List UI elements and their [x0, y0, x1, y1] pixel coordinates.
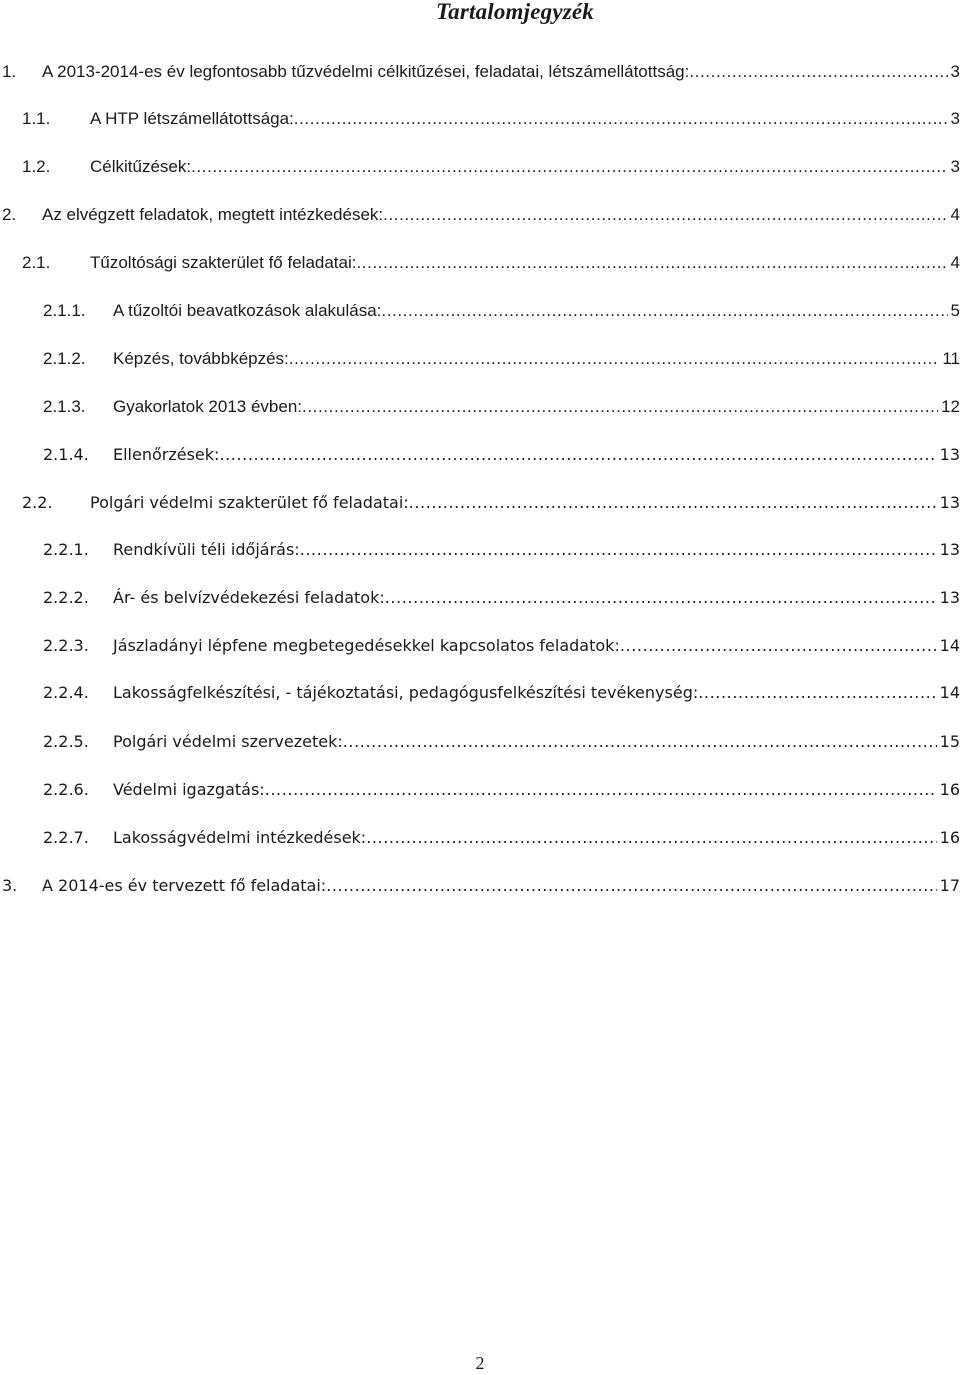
toc-entry[interactable]: [2, 873, 960, 899]
toc-entry-number: 2.2.4.: [43, 683, 89, 702]
toc-entry[interactable]: [2, 202, 960, 228]
toc-entry-text: Célkitűzések:: [90, 157, 192, 176]
toc-entry-page: 13: [939, 588, 960, 607]
toc-entry[interactable]: [43, 729, 960, 755]
toc-entry-page: 5: [950, 301, 960, 320]
toc-leader-dots: [366, 825, 936, 851]
toc-entry[interactable]: [2, 59, 960, 85]
toc-entry[interactable]: [43, 394, 960, 420]
toc-entry-number: 1.2.: [22, 157, 51, 176]
toc-entry-text: Ellenőrzések:: [113, 445, 220, 464]
toc-entry[interactable]: [43, 633, 960, 659]
toc-entry[interactable]: [22, 490, 960, 516]
toc-leader-dots: [385, 585, 937, 611]
toc-entry[interactable]: [43, 537, 960, 563]
toc-entry[interactable]: [43, 825, 960, 851]
toc-entry-text: Képzés, továbbképzés:: [113, 349, 289, 368]
toc-entry-text: Ár- és belvízvédekezési feladatok:: [113, 588, 385, 607]
toc-entry-text: A HTP létszámellátottsága:: [90, 109, 294, 128]
toc-leader-dots: [381, 298, 947, 324]
toc-entry[interactable]: [43, 298, 960, 324]
toc-entry[interactable]: [43, 777, 960, 803]
toc-entry-number: 2.1.2.: [43, 349, 86, 368]
toc-entry-page: 13: [939, 445, 960, 464]
toc-entry-text: A 2014-es év tervezett fő feladatai:: [42, 876, 327, 895]
toc-entry-number: 2.1.4.: [43, 445, 89, 464]
toc-entry-number: 3.: [2, 876, 18, 895]
toc-entry-page: 13: [939, 493, 960, 512]
toc-leader-dots: [294, 106, 948, 132]
toc-entry-number: 1.1.: [22, 109, 51, 128]
toc-entry-page: 3: [950, 109, 960, 128]
toc-entry-text: Az elvégzett feladatok, megtett intézkedések:: [42, 205, 384, 224]
toc-entry-number: 2.2.5.: [43, 732, 89, 751]
toc-entry-number: 2.2.6.: [43, 780, 89, 799]
toc-entry-page: 14: [939, 636, 960, 655]
toc-leader-dots: [300, 537, 937, 563]
toc-entry-text: Védelmi igazgatás:: [113, 780, 265, 799]
toc-entry-text: A 2013-2014-es év legfontosabb tűzvédelmi célkitűzései, feladatai, létszámellátottság:: [42, 62, 690, 81]
toc-leader-dots: [689, 59, 947, 85]
toc-entry-number: 2.2.7.: [43, 828, 89, 847]
toc-entry-page: 14: [939, 683, 960, 702]
toc-entry-text: Lakosságfelkészítési, - tájékoztatási, pedagógusfelkészítési tevékenység:: [113, 683, 699, 702]
toc-leader-dots: [265, 777, 937, 803]
toc-entry-number: 2.1.1.: [43, 301, 86, 320]
toc-leader-dots: [383, 202, 947, 228]
toc-entry-number: 2.2.1.: [43, 540, 89, 559]
toc-entry-page: 13: [939, 540, 960, 559]
toc-entry-text: Polgári védelmi szervezetek:: [113, 732, 343, 751]
toc-entry-number: 1.: [2, 62, 17, 81]
toc-entry-text: Lakosságvédelmi intézkedések:: [113, 828, 367, 847]
toc-entry[interactable]: [43, 585, 960, 611]
toc-leader-dots: [326, 873, 936, 899]
toc-entry-page: 17: [939, 876, 960, 895]
toc-leader-dots: [343, 729, 937, 755]
toc-entry-page: 3: [950, 157, 960, 176]
toc-entry-number: 2.: [2, 205, 17, 224]
toc-entry-page: 16: [939, 780, 960, 799]
toc-entry-number: 2.2.: [22, 493, 53, 512]
toc-leader-dots: [289, 346, 940, 372]
toc-entry[interactable]: [43, 442, 960, 468]
page-number: 2: [475, 1353, 485, 1373]
toc-entry[interactable]: [43, 680, 960, 706]
toc-entry-page: 11: [942, 349, 960, 368]
toc-entry-page: 3: [950, 62, 960, 81]
toc-entry-number: 2.1.3.: [43, 397, 86, 416]
toc-leader-dots: [191, 154, 947, 180]
toc-leader-dots: [620, 633, 937, 659]
toc-entry-text: Jászladányi lépfene megbetegedésekkel kapcsolatos feladatok:: [113, 636, 620, 655]
toc-entry-page: 15: [939, 732, 960, 751]
toc-leader-dots: [698, 680, 936, 706]
toc-entry[interactable]: [22, 154, 960, 180]
toc-entry-number: 2.2.2.: [43, 588, 89, 607]
toc-entry-page: 16: [939, 828, 960, 847]
toc-entry-page: 4: [950, 253, 960, 272]
toc-entry-text: Gyakorlatok 2013 évben:: [113, 397, 303, 416]
toc-leader-dots: [219, 442, 936, 468]
toc-entry-page: 4: [950, 205, 960, 224]
toc-leader-dots: [356, 250, 947, 276]
toc-leader-dots: [409, 490, 937, 516]
toc-entry[interactable]: [43, 346, 960, 372]
toc-entry[interactable]: [22, 106, 960, 132]
toc-entry[interactable]: [22, 250, 960, 276]
toc-entry-text: Polgári védelmi szakterület fő feladatai:: [90, 493, 409, 512]
toc-entry-text: A tűzoltói beavatkozások alakulása:: [113, 301, 382, 320]
toc-entry-number: 2.2.3.: [43, 636, 89, 655]
toc-entry-page: 12: [941, 397, 960, 416]
toc-entry-text: Rendkívüli téli időjárás:: [113, 540, 300, 559]
toc-leader-dots: [302, 394, 938, 420]
toc-entry-text: Tűzoltósági szakterület fő feladatai:: [90, 253, 357, 272]
toc-title: Tartalomjegyzék: [435, 0, 595, 24]
toc-entry-number: 2.1.: [22, 253, 51, 272]
